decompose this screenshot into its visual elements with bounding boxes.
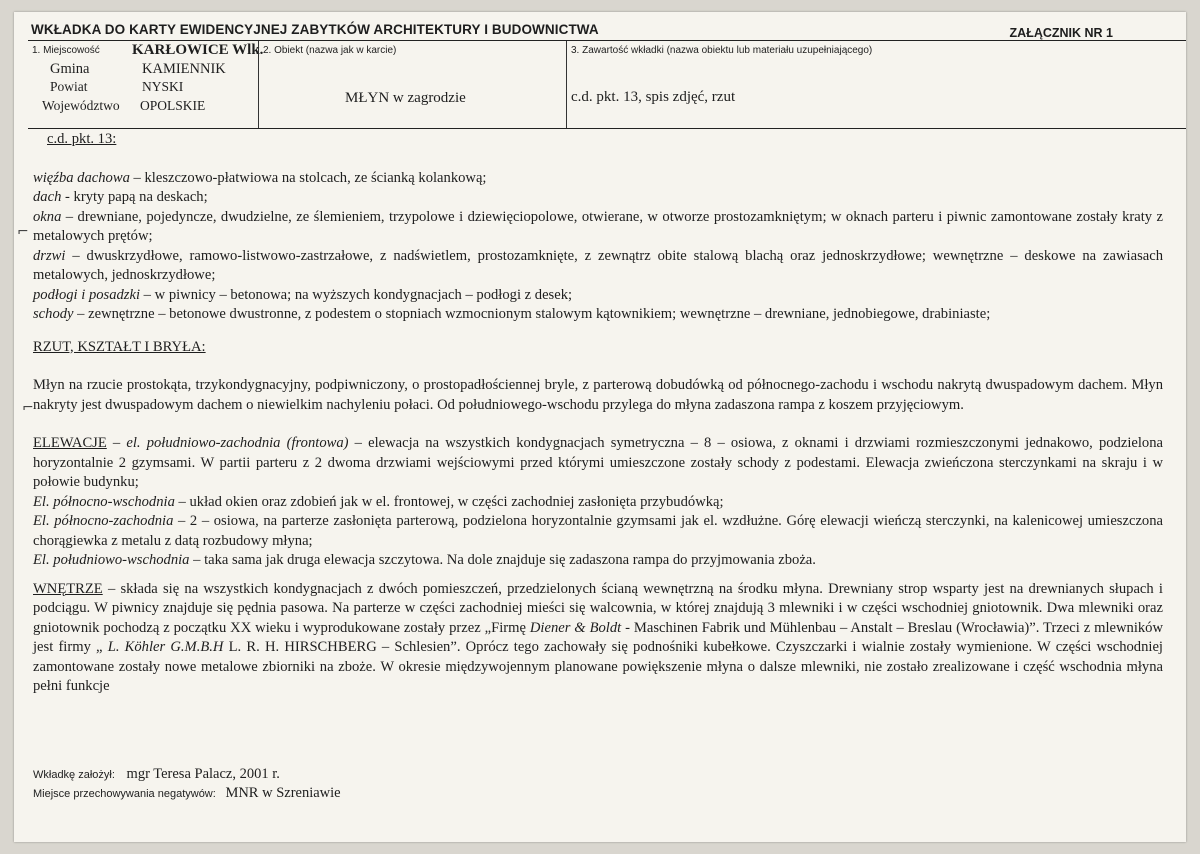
document-body	[33, 130, 1163, 697]
construction-item	[33, 169, 1163, 189]
construction-item	[33, 305, 1163, 325]
construction-item	[33, 286, 1163, 306]
powiat-value: NYSKI	[142, 79, 184, 94]
annex-label: ZAŁĄCZNIK NR 1	[1009, 26, 1113, 40]
construction-text: – drewniane, pojedyncze, dwudzielne, ze ślemieniem, trzypolowe i dziewięciopolowe, otwierane, w otworze prostozamkniętym; w oknach parteru i piwnic zamontowane zostały kraty z metalowych prętów;	[33, 208, 1163, 244]
construction-term: drzwi	[33, 247, 66, 264]
location-value: KARŁOWICE Wlk.	[132, 42, 264, 58]
gmina-row	[50, 61, 226, 78]
author-value: mgr Teresa Palacz, 2001 r.	[126, 766, 280, 782]
elevation-term: El. północno-wschodnia	[33, 493, 175, 510]
header-table	[28, 40, 1186, 129]
powiat-key: Powiat	[50, 79, 88, 94]
storage-value: MNR w Szreniawie	[225, 785, 341, 801]
construction-item	[33, 188, 1163, 208]
continuation-heading: c.d. pkt. 13:	[47, 131, 117, 147]
construction-list	[33, 169, 1163, 325]
object-value: MŁYN w zagrodzie	[345, 90, 466, 106]
wojewodztwo-row	[42, 98, 205, 114]
elewacje-front-term: el. południowo-zachodnia (frontowa)	[126, 435, 349, 451]
construction-term: więźba dachowa	[33, 169, 130, 186]
elevation-item	[33, 551, 1163, 571]
contents-cell	[566, 41, 1186, 128]
elewacje-front-text: – elewacja na wszystkich kondygnacjach symetryczna – 8 – osiowa, z oknami i drzwiami rozmieszczonymi jednakowo, podzielona horyzontalnie 2 gzymsami. W partii parteru z 2 dwoma drzwiami wejściowymi przed którymi umieszczone zostały schody z podestami. Elewacja zwieńczona sterczynkami na skraju i w połowie budynku;	[33, 435, 1163, 490]
construction-item	[33, 208, 1163, 247]
powiat-row	[50, 79, 183, 95]
construction-text: – dwuskrzydłowe, ramowo-listwowo-zastrzałowe, z nadświetlem, prostozamknięte, z zewnątrz obite stalową blachą oraz jednoskrzydłowe; wewnętrzne – deskowe na zawiasach metalowych, jednoskrzydłowe;	[33, 247, 1163, 283]
margin-mark: ⌐	[22, 400, 34, 416]
elevation-item	[33, 493, 1163, 513]
elewacje-heading: ELEWACJE	[33, 435, 107, 451]
elewacje-paragraph: ELEWACJE – el. południowo-zachodnia (frontowa) – elewacja na wszystkich kondygnacjach symetryczna – 8 – osiowa, z oknami i drzwiami rozmieszczonymi jednakowo, podzielona horyzontalnie 2 gzymsami. W partii parteru z 2 dwoma drzwiami wejściowymi przed którymi umieszczone zostały schody z podestami. Elewacja zwieńczona sterczynkami na skraju i w połowie budynku;	[33, 435, 1163, 490]
construction-text: – kleszczowo-płatwiowa na stolcach, ze ścianką kolankową;	[129, 169, 487, 186]
firm-name: L. Köhler G.M.B.H	[107, 639, 224, 655]
elevation-item	[33, 512, 1163, 551]
construction-term: okna	[33, 208, 62, 225]
margin-mark: ⌐	[17, 224, 29, 240]
elevation-text: – taka sama jak druga elewacja szczytowa. Na dole znajduje się zadaszona rampa do przyjmowania zboża.	[189, 552, 816, 568]
location-cell	[28, 41, 264, 128]
author-label: Wkładkę założył:	[33, 769, 115, 781]
author-line	[33, 766, 280, 783]
object-cell	[258, 41, 567, 128]
wnetrze-paragraph: WNĘTRZE – składa się na wszystkich kondygnacjach z dwóch pomieszczeń, przedzielonych ścianą wewnętrzną na środku młyna. Drewniany strop wsparty jest na drewnianych słupach i podciągu. W piwnicy znajduje się pędnia pasowa. Na parterze w części zachodniej mieści się walcownia, w której znajdują 3 mlewniki i w części wschodniej gniotownik. Dwa mlewniki oraz gniotownik pochodzą z początku XX wieku i wyprodukowane zostały przez „Firmę Diener & Boldt - Maschinen Fabrik und Mühlenbau – Anstalt – Breslau (Wrocławia)”. Trzeci z mlewników jest firmy „ L. Köhler G.M.B.H L. R. H. HIRSCHBERG – Schlesien”. Oprócz tego zachowały się podnośniki kubełkowe. Czyszczarki i wialnie zostały wymienione. W części wschodniej zamontowane zostały nowe metalowe zbiorniki na zboże. W okresie międzywojennym planowane powiększenie młyna o dalsze mlewniki, nie zostało zrealizowane i część wschodnia młyna pełni funkcje	[33, 580, 1164, 694]
storage-label: Miejsce przechowywania negatywów:	[33, 788, 216, 800]
storage-line	[33, 785, 341, 802]
rzut-heading: RZUT, KSZTAŁT I BRYŁA:	[33, 338, 206, 355]
wnetrze-heading: WNĘTRZE	[33, 580, 103, 597]
elevation-term: El. południowo-wschodnia	[33, 552, 190, 568]
gmina-key: Gmina	[50, 61, 90, 77]
construction-text: – zewnętrzne – betonowe dwustronne, z podestem o stopniach wzmocnionym stalowym kątownikiem; wewnętrzne – drewniane, jednobiegowe, drabiniaste;	[73, 306, 991, 322]
gmina-value: KAMIENNIK	[142, 61, 226, 77]
elevation-text: – układ okien oraz zdobień jak w el. frontowej, w części zachodniej zasłonięta przybudówką;	[174, 493, 724, 510]
construction-term: podłogi i posadzki	[33, 286, 141, 303]
elevation-text: – 2 – osiowa, na parterze zasłonięta parterową, podzielona horyzontalnie gzymsami jak el. wzdłużne. Górę elewacji wieńczą sterczynki, na kalenicowej umieszczona chorągiewka z metalu z datą rozbudowy młyna;	[33, 513, 1163, 549]
construction-text: – w piwnicy – betonowa; na wyższych kondygnacjach – podłogi z desek;	[140, 286, 573, 303]
location-label: 1. Miejscowość	[32, 45, 100, 56]
construction-item	[33, 247, 1163, 286]
contents-label: 3. Zawartość wkładki (nazwa obiektu lub materiału uzupełniającego)	[571, 45, 873, 56]
construction-term: dach	[33, 189, 62, 205]
form-title: WKŁADKA DO KARTY EWIDENCYJNEJ ZABYTKÓW ARCHITEKTURY I BUDOWNICTWA	[31, 22, 599, 37]
elevation-term: El. północno-zachodnia	[33, 513, 174, 529]
wojewodztwo-value: OPOLSKIE	[140, 98, 206, 113]
object-label: 2. Obiekt (nazwa jak w karcie)	[263, 45, 397, 56]
rzut-paragraph: Młyn na rzucie prostokąta, trzykondygnacyjny, podpiwniczony, o prostopadłościennej bryle, z parterową dobudówką od północnego-zachodu i wschodu nakrytą dwuspadowym dachem. Młyn nakryty jest dwuspadowym dachem o niewielkim nachyleniu połaci. Od południowego-wschodu przylega do młyna zadaszona rampa z koszem przyjęciowym.	[33, 377, 1163, 413]
firm-name: Diener & Boldt	[529, 619, 622, 636]
construction-term: schody	[33, 306, 74, 322]
wojewodztwo-key: Województwo	[42, 98, 120, 113]
construction-text: - kryty papą na deskach;	[61, 189, 208, 205]
contents-value: c.d. pkt. 13, spis zdjęć, rzut	[571, 89, 736, 105]
